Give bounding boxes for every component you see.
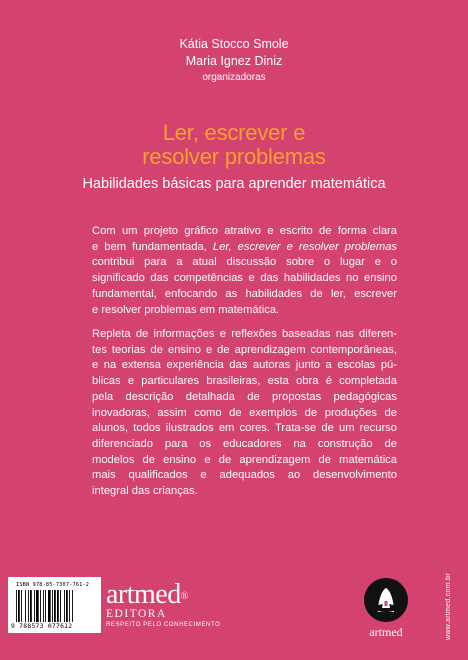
p2-line-11: integral das crianças. bbox=[92, 485, 198, 498]
barcode-bars bbox=[16, 590, 96, 622]
isbn-label: ISBN 978-85-7307-761-2 bbox=[16, 582, 90, 588]
description-paragraph-1 bbox=[92, 224, 397, 318]
publisher-brand bbox=[106, 579, 226, 630]
p1-italic-title: Ler, escrever e resolver problemas bbox=[212, 240, 398, 253]
p1-line-6: e resolver problemas em matemática. bbox=[92, 303, 280, 316]
book-title-line-2: resolver problemas bbox=[142, 144, 326, 169]
publisher-name: artmed® bbox=[106, 579, 188, 610]
p1-line-4: significado das competências e das habilidades no ensino bbox=[92, 272, 397, 285]
author-name-1: Kátia Stocco Smole bbox=[179, 37, 289, 51]
p2-line-7: alunos, todos ilustrados em cores. Trata-se de um recurso bbox=[92, 422, 397, 435]
logo-text: artmed bbox=[369, 625, 403, 639]
p2-line-2: tes teorias de ensino e de aprendizagem contemporâneas, bbox=[92, 343, 397, 356]
p1-line-1: Com um projeto gráfico atrativo e escrito de forma clara bbox=[92, 225, 397, 237]
p2-line-8: diferenciado para os educadores na construção de bbox=[92, 437, 397, 450]
barcode-digits: 9 788573 077612 bbox=[11, 623, 73, 630]
p2-line-1: Repleta de informações e reflexões baseadas nas diferen- bbox=[92, 328, 397, 340]
description-paragraph-2 bbox=[92, 327, 397, 500]
barcode bbox=[8, 577, 101, 633]
book-subtitle: Habilidades básicas para aprender matemática bbox=[82, 176, 386, 192]
p1-line-2: e bem fundamentada, Ler, escrever e resolver problemas bbox=[92, 240, 398, 253]
artmed-logo-icon bbox=[356, 570, 426, 642]
p2-line-5: pela descrição detalhada de propostas pedagógicas bbox=[92, 390, 397, 403]
p1-line-5: fundamental, enfocando as habilidades de ler, escrever bbox=[92, 287, 397, 300]
author-name-2: Maria Ignez Diniz bbox=[185, 54, 283, 68]
p2-line-4: blicas e particulares brasileiras, esta obra é completada bbox=[92, 375, 397, 388]
p2-line-3: e na extensa experiência das autoras junto a escolas pú- bbox=[92, 359, 397, 372]
authors-role: organizadoras bbox=[202, 72, 266, 83]
publisher-url[interactable]: www.artmed.com.br bbox=[445, 573, 452, 640]
p2-line-6: inovadoras, assim como de exemplos de produções de bbox=[92, 406, 397, 419]
p1-line-3: contribui para a atual discussão sobre o lugar e o bbox=[92, 256, 397, 269]
book-title-line-1: Ler, escrever e bbox=[162, 120, 306, 145]
book-title bbox=[0, 121, 468, 169]
publisher-tagline: RESPEITO PELO CONHECIMENTO bbox=[106, 622, 221, 628]
p2-line-9: modelos de ensino e de aprendizagem de matemática bbox=[92, 453, 397, 466]
authors-block bbox=[0, 36, 468, 85]
p2-line-10: mais qualificados e adequados ao desenvolvimento bbox=[92, 469, 397, 482]
publisher-sub: EDITORA bbox=[106, 608, 167, 620]
registered-mark: ® bbox=[180, 591, 188, 602]
